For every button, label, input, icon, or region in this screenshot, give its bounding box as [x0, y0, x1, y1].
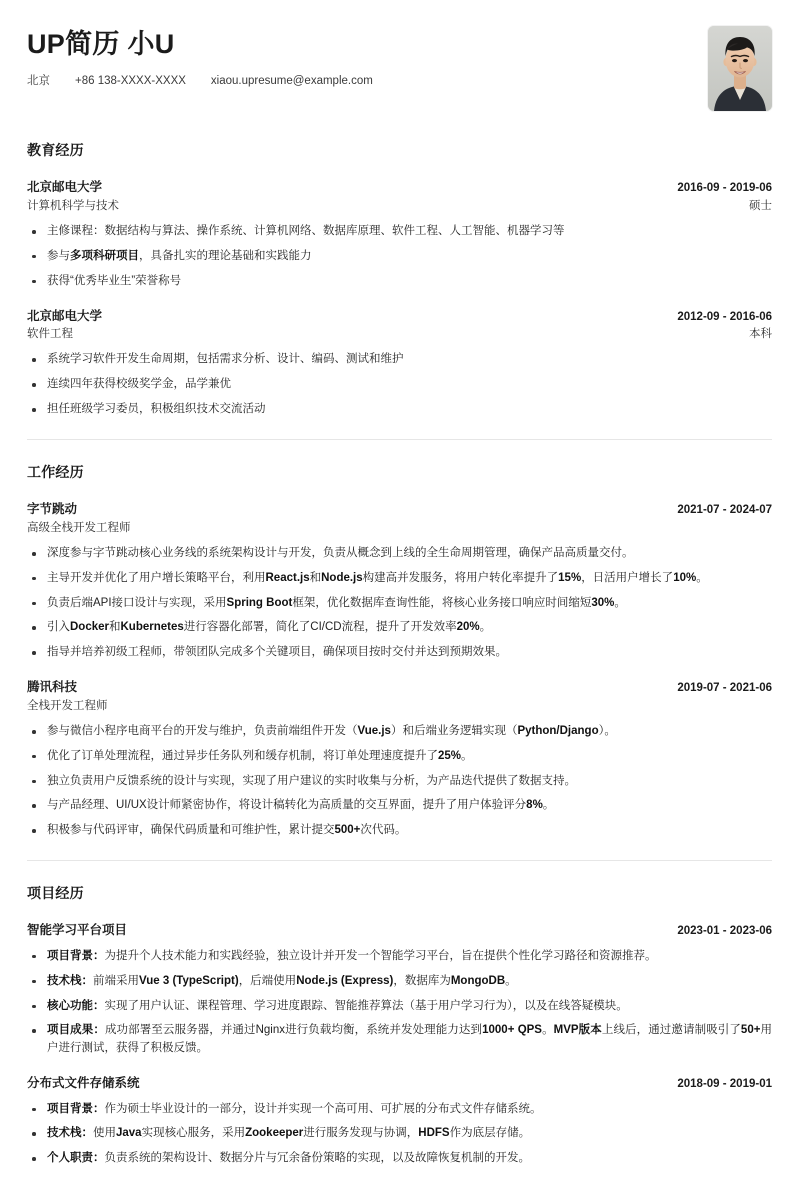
- bullet-text: 负责后端API接口设计与实现，采用Spring Boot框架，优化数据库查询性能，将核心业务接口响应时间缩短30%。: [47, 596, 626, 609]
- bullet-text: 实现了用户认证、课程管理、学习进度跟踪、智能推荐算法（基于用户学习行为），以及在线答疑模块。: [104, 999, 628, 1012]
- bullet-text: 引入Docker和Kubernetes进行容器化部署，简化了CI/CD流程，提升了开发效率20%。: [47, 621, 492, 634]
- section-projects: [27, 860, 772, 1168]
- bullet-text: 独立负责用户反馈系统的设计与实现，实现了用户建议的实时收集与分析，为产品迭代提供了数据支持。: [47, 774, 576, 787]
- section-heading: 工作经历: [27, 463, 84, 480]
- entry: [27, 921, 772, 1058]
- entry-header: [27, 921, 772, 940]
- entry-degree: 本科: [749, 328, 772, 341]
- entry-subheader: [27, 326, 772, 343]
- list-item: [27, 595, 772, 613]
- entry-degree: 硕士: [749, 199, 772, 212]
- bullet-text: 成功部署至云服务器，并通过Nginx进行负载均衡，系统并发处理能力达到1000+ QPS。MVP版本上线后，通过邀请制吸引了50+用户进行测试，获得了积极反馈。: [47, 1024, 773, 1055]
- contact-phone: +86 138-XXXX-XXXX: [75, 75, 186, 88]
- list-item: [27, 1022, 772, 1058]
- bullet-text: 负责系统的架构设计、数据分片与冗余备份策略的实现，以及故障恢复机制的开发。: [104, 1152, 530, 1165]
- entry: [27, 678, 772, 840]
- list-item: [27, 1125, 772, 1143]
- list-item: [27, 644, 772, 662]
- list-item: [27, 797, 772, 815]
- list-item: [27, 948, 772, 966]
- entry: [27, 178, 772, 290]
- bullet-text: 指导并培养初级工程师，带领团队完成多个关键项目，确保项目按时交付并达到预期效果。: [47, 646, 507, 659]
- bullet-list: [27, 948, 772, 1058]
- entry-date-range: 2012-09 - 2016-06: [677, 310, 772, 323]
- contact-row: [27, 73, 708, 89]
- entry: [27, 1074, 772, 1168]
- bullet-label: 项目成果：: [47, 1024, 105, 1037]
- section-heading: 教育经历: [27, 142, 84, 158]
- entry-header: [27, 678, 772, 697]
- bullet-label: 个人职责：: [47, 1152, 105, 1165]
- bullet-text: 作为硕士毕业设计的一部分，设计并实现一个高可用、可扩展的分布式文件存储系统。: [104, 1102, 542, 1115]
- bullet-text: 为提升个人技术能力和实践经验，独立设计并开发一个智能学习平台，旨在提供个性化学习路径和资源推荐。: [104, 949, 657, 962]
- entry-subheader: [27, 520, 772, 537]
- section-education: [27, 141, 772, 419]
- list-item: [27, 351, 772, 369]
- list-item: [27, 748, 772, 766]
- bullet-text: 与产品经理、UI/UX设计师紧密协作，将设计稿转化为高质量的交互界面，提升了用户体验评分8%。: [47, 799, 555, 812]
- list-item: [27, 376, 772, 394]
- list-item: [27, 723, 772, 741]
- entry-header: [27, 178, 772, 197]
- entry-organization: 北京邮电大学: [27, 180, 103, 195]
- entry-header: [27, 1074, 772, 1093]
- entry-role: 软件工程: [27, 328, 73, 341]
- bullet-text: 前端采用Vue 3 (TypeScript)，后端使用Node.js (Express)，数据库为MongoDB。: [93, 974, 517, 987]
- entry-date-range: 2016-09 - 2019-06: [677, 182, 772, 195]
- header-text-block: [27, 26, 708, 89]
- list-item: [27, 570, 772, 588]
- entry: [27, 500, 772, 662]
- contact-location: 北京: [27, 75, 50, 88]
- entry-organization: 腾讯科技: [27, 680, 78, 695]
- bullet-text: 积极参与代码评审，确保代码质量和可维护性，累计提交500+次代码。: [47, 824, 407, 837]
- bullet-label: 核心功能：: [47, 999, 105, 1012]
- entry-date-range: 2018-09 - 2019-01: [677, 1077, 772, 1090]
- bullet-label: 项目背景：: [47, 949, 105, 962]
- entry-role: 计算机科学与技术: [27, 199, 119, 212]
- bullet-text: 使用Java实现核心服务，采用Zookeeper进行服务发现与协调，HDFS作为底层存储。: [93, 1127, 531, 1140]
- bullet-text: 主导开发并优化了用户增长策略平台，利用React.js和Node.js构建高并发服务，将用户转化率提升了15%，日活用户增长了10%。: [47, 571, 708, 584]
- bullet-text: 优化了订单处理流程，通过异步任务队列和缓存机制，将订单处理速度提升了25%。: [47, 749, 473, 762]
- bullet-text: 获得“优秀毕业生”荣誉称号: [47, 274, 182, 287]
- list-item: [27, 273, 772, 291]
- list-item: [27, 401, 772, 419]
- bullet-label: 技术栈：: [47, 1127, 93, 1140]
- entry-subheader: [27, 698, 772, 715]
- bullet-text: 连续四年获得校级奖学金，品学兼优: [47, 378, 231, 391]
- bullet-list: [27, 1101, 772, 1168]
- contact-email: xiaou.upresume@example.com: [210, 75, 373, 88]
- list-item: [27, 822, 772, 840]
- bullet-list: [27, 545, 772, 662]
- entry-organization: 北京邮电大学: [27, 308, 103, 323]
- entry-organization: 字节跳动: [27, 502, 78, 517]
- entry-header: [27, 500, 772, 519]
- list-item: [27, 545, 772, 563]
- entry-role: 全栈开发工程师: [27, 699, 108, 712]
- entry-header: [27, 307, 772, 326]
- section-work: [27, 439, 772, 840]
- bullet-text: 主修课程：数据结构与算法、操作系统、计算机网络、数据库原理、软件工程、人工智能、机器学习等: [47, 225, 565, 238]
- entry-subheader: [27, 198, 772, 215]
- section-heading: 项目经历: [27, 885, 84, 902]
- list-item: [27, 1101, 772, 1119]
- list-item: [27, 773, 772, 791]
- entry-date-range: 2019-07 - 2021-06: [677, 682, 772, 695]
- bullet-text: 参与多项科研项目，具备扎实的理论基础和实践能力: [47, 249, 312, 262]
- bullet-label: 项目背景：: [47, 1102, 105, 1115]
- bullet-text: 系统学习软件开发生命周期，包括需求分析、设计、编码、测试和维护: [47, 353, 404, 366]
- entry-organization: 分布式文件存储系统: [27, 1075, 140, 1090]
- bullet-text: 深度参与字节跳动核心业务线的系统架构设计与开发，负责从概念到上线的全生命周期管理，确保产品高质量交付。: [47, 547, 634, 560]
- list-item: [27, 223, 772, 241]
- entry-date-range: 2021-07 - 2024-07: [677, 504, 772, 517]
- entry-role: 高级全栈开发工程师: [27, 521, 131, 534]
- bullet-list: [27, 223, 772, 290]
- list-item: [27, 248, 772, 266]
- list-item: [27, 1150, 772, 1168]
- resume-header: [27, 26, 772, 115]
- entry: [27, 307, 772, 419]
- list-item: [27, 973, 772, 991]
- resume-sections: [27, 141, 772, 1168]
- entry-organization: 智能学习平台项目: [27, 923, 128, 938]
- bullet-list: [27, 723, 772, 840]
- bullet-label: 技术栈：: [47, 974, 93, 987]
- entry-date-range: 2023-01 - 2023-06: [677, 925, 772, 938]
- list-item: [27, 998, 772, 1016]
- page-title: UP简历 小U: [27, 29, 175, 59]
- avatar: [708, 26, 772, 111]
- bullet-list: [27, 351, 772, 418]
- bullet-text: 担任班级学习委员，积极组织技术交流活动: [47, 403, 266, 416]
- list-item: [27, 619, 772, 637]
- bullet-text: 参与微信小程序电商平台的开发与维护，负责前端组件开发（Vue.js）和后端业务逻辑实现（Python/Django）。: [47, 725, 616, 737]
